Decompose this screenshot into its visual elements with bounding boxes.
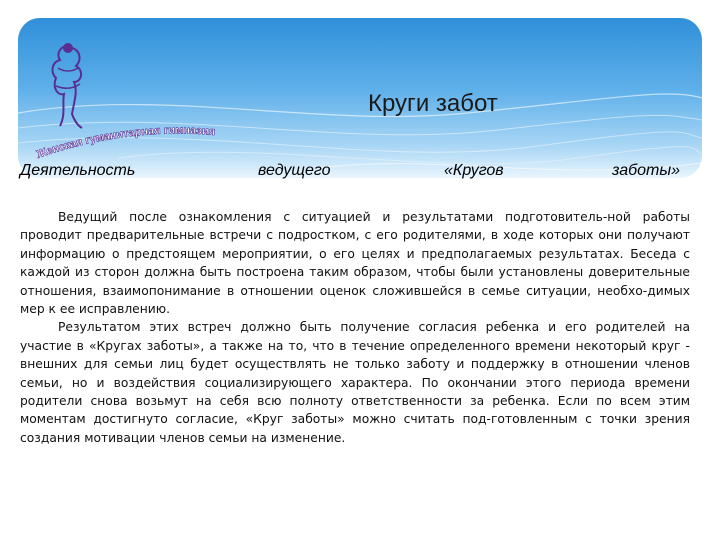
body-text xyxy=(20,208,690,447)
heading-word: заботы» xyxy=(612,162,681,179)
paragraph: Ведущий после ознакомления с ситуацией и результатами подготовитель-ной работы проводит предварительные встречи с подростком, с его родителями, в ходе которых они получают информацию о предстоящем мероприятии, о его целях и предполагаемых результатах. Беседа с каждой из сторон должна быть построена таким образом, чтобы были установлены доверительные отношения, взаимопонимание в отношении оценок сложившейся в семье ситуации, необхо-димых мер к ее исправлению. xyxy=(20,210,690,317)
svg-text:Женская гуманитарная гимназия: Женская гуманитарная гимназия xyxy=(35,124,216,161)
paragraph: Результатом этих встреч должно быть получение согласия ребенка и его родителей на участие в «Кругах заботы», а также на то, что в течение определенного времени некоторый круг - внешних для семьи лиц будет осуществлять не только заботу и поддержку в отношении членов семьи, но и воздействия социализирующего характера. По окончании этого периода времени родители снова возьмут на себя всю полноту ответственности за ребенка. Если по всем этим моментам достигнуто согласие, «Круг заботы» можно считать под-готовленным с точки зрения создания мотивации членов семьи на изменение. xyxy=(20,320,690,445)
slide-title: Круги забот xyxy=(368,90,498,117)
slide-subheading xyxy=(20,162,692,184)
heading-word: ведущего xyxy=(258,162,331,179)
header-banner xyxy=(18,18,702,178)
heading-word: Деятельность xyxy=(20,162,136,179)
logo-arc-text xyxy=(33,118,283,163)
heading-word: «Кругов xyxy=(444,162,504,179)
